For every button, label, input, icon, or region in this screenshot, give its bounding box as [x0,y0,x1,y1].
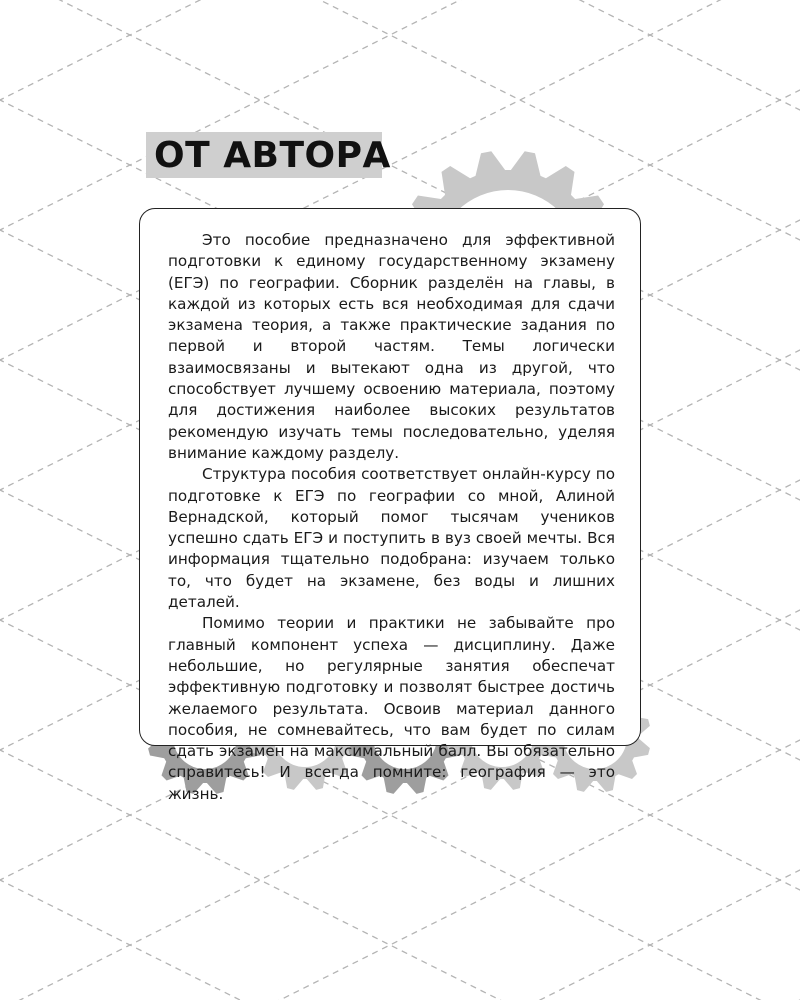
paragraph-2: Структура пособия соответствует онлайн-курсу по подготовке к ЕГЭ по географии со мной, Алиной Вернадской, который помог тысячам учеников успешно сдать ЕГЭ и поступить в вуз своей мечты. Вся информация тщательно подобрана: изучаем только то, что будет на экзамене, без воды и лишних деталей. [168,465,615,612]
paragraph-1: Это пособие предназначено для эффективной подготовки к единому государственному экзамену (ЕГЭ) по географии. Сборник разделён на главы, в каждой из которых есть вся необходимая для сдачи экзамена теория, а также практические задания по первой и второй частям. Темы логически взаимосвязаны и вытекают одна из другой, что способствует лучшему освоению материала, поэтому для достижения наиболее высоких результатов рекомендую изучать темы последовательно, уделяя внимание каждому разделу. [168,231,615,462]
paragraph-3: Помимо теории и практики не забывайте про главный компонент успеха — дисциплину. Даже небольшие, но регулярные занятия обеспечат эффективную подготовку и позволят быстрее достичь желаемого результата. Освоив материал данного пособия, не сомневайтесь, что вам будет по силам сдать экзамен на максимальный балл. Вы обязательно справитесь! И всегда помните: география — это жизнь. [168,614,615,803]
page-title: ОТ АВТОРА [154,135,391,176]
author-note-box [139,208,641,803]
